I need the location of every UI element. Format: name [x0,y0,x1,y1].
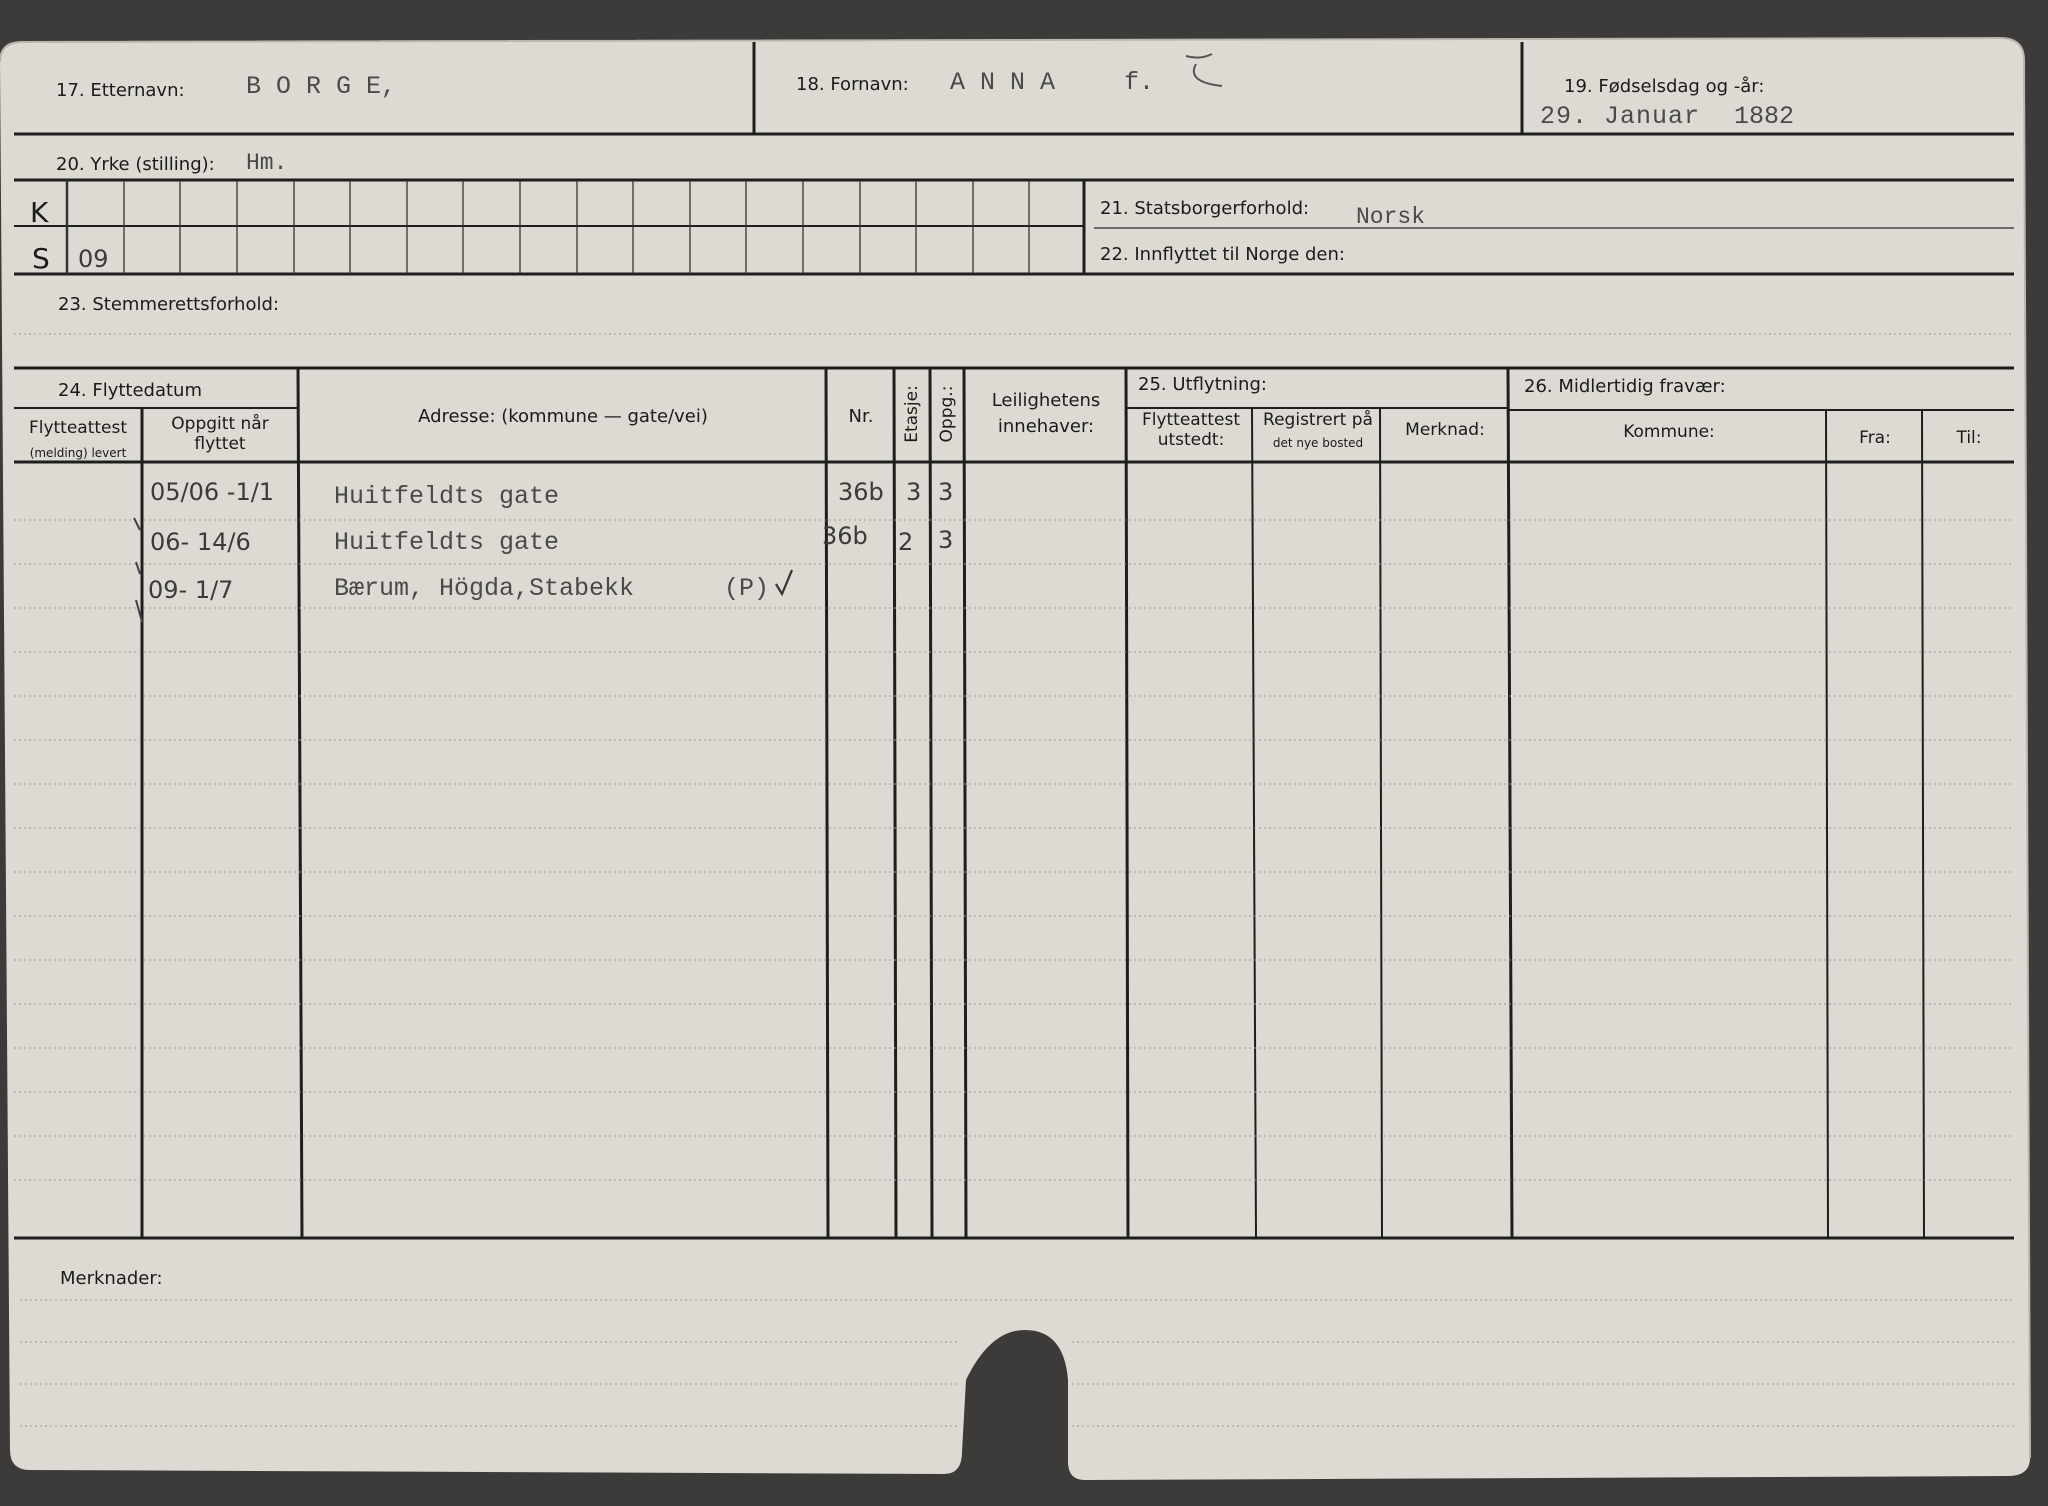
municipality-label: Kommune: [1623,422,1715,442]
moveout-cert-sub: utstedt: [1157,430,1225,450]
row-date: 06- 14/6 [150,528,251,556]
cert-label: Flytteattest [28,418,128,438]
reported-sub: flyttet [194,434,246,454]
row-address: Bærum, Högda,Stabekk [334,574,635,603]
moving-date-label: 24. Flyttedatum [58,380,202,401]
firstname-extra: f. [1124,68,1155,97]
moveout-label: 25. Utflytning: [1138,374,1267,395]
firstname-label: 18. Fornavn: [796,74,909,95]
voting-label: 23. Stemmerettsforhold: [58,294,279,315]
surname-value: B O R G E, [246,72,397,101]
holder-label: Leilighetens [991,390,1101,411]
occupation-label: 20. Yrke (stilling): [56,154,215,175]
k-label: K [30,196,49,229]
card-paper [0,38,2030,1480]
reported-label: Oppgitt når [171,414,269,434]
occupation-value: Hm. [246,150,288,176]
immigrated-label: 22. Innflyttet til Norge den: [1100,244,1345,265]
to-label: Til: [1956,428,1982,448]
surname-label: 17. Etternavn: [56,80,185,101]
row-entrance: 3 [938,478,954,506]
row-floor: 2 [898,528,914,556]
address-label: Adresse: (kommune — gate/vei) [418,406,708,427]
row-nr: 36b [822,522,868,550]
citizenship-label: 21. Statsborgerforhold: [1100,198,1310,219]
row-address: Huitfeldts gate [334,482,560,511]
row-floor: 3 [906,478,922,506]
row-address: Huitfeldts gate [334,528,560,557]
holder-sub: innehaver: [997,416,1095,437]
birth-label: 19. Fødselsdag og -år: [1564,76,1765,97]
cert-sub: (melding) levert [29,446,127,460]
row-date: 05/06 -1/1 [150,478,275,506]
row-nr: 36b [838,478,884,506]
row-note: (P) [724,574,770,603]
s-label: S [32,242,50,275]
s-first-value: 09 [78,245,109,273]
row-entrance: 3 [938,526,954,554]
floor-label: Etasje: [902,385,922,443]
nr-label: Nr. [848,406,874,427]
remark-label: Merknad: [1405,420,1485,440]
row-date: 09- 1/7 [148,576,234,604]
registered-sub: det nye bosted [1272,436,1364,450]
remarks-label: Merknader: [60,1268,163,1289]
moveout-cert: Flytteattest [1141,410,1241,430]
citizenship-value: Norsk [1356,204,1426,230]
absence-label: 26. Midlertidig fravær: [1524,376,1726,397]
entrance-label: Oppg.: [937,385,957,443]
birth-year: 1882 [1734,102,1795,131]
birth-value: 29. Januar [1540,102,1701,131]
from-label: Fra: [1859,428,1891,448]
firstname-value: A N N A [950,68,1056,97]
registered-label: Registrert på [1263,410,1373,430]
